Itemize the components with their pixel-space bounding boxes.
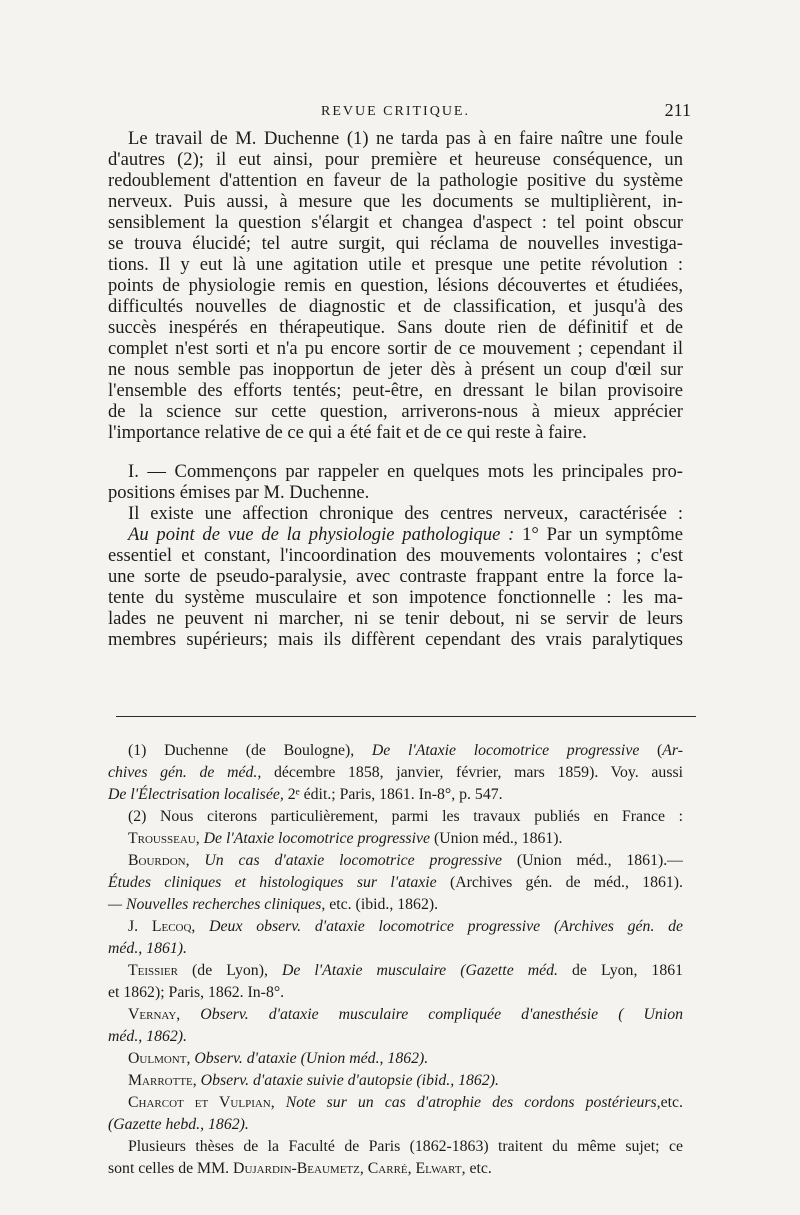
footnote-line: et 1862); Paris, 1862. In-8°. [108, 984, 285, 1001]
fn-text: (Archives gén. de méd., 1861). [449, 874, 683, 891]
footnotes [108, 740, 683, 1180]
footnote-line [108, 828, 683, 850]
footnote-line [108, 1026, 683, 1048]
body-line: l'ensemble des efforts tentés; peut-être, en dressant le bilan provisoire [108, 380, 683, 401]
body-line: nerveux. Puis aussi, à mesure que les documents se multiplièrent, in- [108, 191, 683, 212]
fn-author: Trousseau, [128, 830, 200, 847]
fn-title: Observ. [200, 1072, 250, 1089]
body-line: redoublement d'attention en faveur de la pathologie positive du système [108, 170, 683, 191]
paragraph-gap [108, 443, 683, 461]
body-line: sensiblement la question s'élargit et changea d'aspect : tel point obscur [108, 212, 683, 233]
fn-text: (de Lyon), [192, 962, 268, 979]
fn-source: méd., 1861). [108, 940, 187, 957]
fn-source: méd., 1862). [108, 1028, 187, 1045]
footnote-line [108, 1158, 683, 1180]
footnote-line [108, 1114, 683, 1136]
body-line: difficultés nouvelles de diagnostic et de classification, et jusqu'à des [108, 296, 683, 317]
footnote-line [108, 784, 683, 806]
fn-title: — Nouvelles recherches cliniques, [108, 896, 326, 913]
footnote-line [108, 1004, 683, 1026]
section-heading-line: I. — Commençons par rappeler en quelques mots les principales pro- [128, 461, 683, 482]
fn-source: (Archives gén. de [553, 918, 684, 935]
fn-text: etc. [469, 1160, 492, 1177]
fn-author: Dujardin-Beaumetz, Carré, Elwart, [233, 1160, 466, 1177]
italic-phrase: Au point de vue de la physiologie pathologique : [128, 524, 515, 545]
fn-title: Un cas d'ataxie locomotrice progressive [204, 852, 502, 869]
body-line: l'importance relative de ce qui a été fait et de ce qui reste à faire. [108, 422, 587, 443]
fn-text: de Lyon, 1861 [572, 962, 684, 979]
fn-author: Marrotte, [128, 1072, 197, 1089]
footnote-line [108, 1070, 683, 1092]
fn-title: chives gén. de méd., [108, 764, 262, 781]
fn-text: (Union méd., 1861). [433, 830, 563, 847]
fn-title: d'ataxie locomotrice progressive [314, 918, 541, 935]
fn-title: Observ. [194, 1050, 243, 1067]
fn-text: (1) Duchenne (de Boulogne), [128, 742, 355, 759]
body-line: d'autres (2); il eut ainsi, pour première et heureuse conséquence, un [108, 149, 683, 170]
footnote-line [108, 1092, 683, 1114]
body-line: de la science sur cette question, arriverons-nous à mieux apprécier [108, 401, 683, 422]
body-line: points de physiologie remis en question, lésions découvertes et étudiées, [108, 275, 683, 296]
fn-author: Vernay, [128, 1006, 181, 1023]
fn-title: Observ. [200, 1006, 249, 1023]
fn-text: 2ᵉ édit.; Paris, 1861. In-8°, p. 547. [287, 786, 503, 803]
body-line: se trouva élucidé; tel autre surgit, qui réclama de nouvelles investiga- [108, 233, 683, 254]
footnote-line [108, 938, 683, 960]
fn-source: (Gazette méd. [460, 962, 558, 979]
footnote-line [108, 960, 683, 982]
fn-source: (Gazette hebd., 1862). [108, 1116, 249, 1133]
fn-title: d'ataxie [246, 1050, 297, 1067]
body-text: 1° Par un symptôme [514, 524, 683, 545]
page-header [108, 100, 691, 124]
footnote-line [108, 894, 683, 916]
footnote-line [108, 916, 683, 938]
fn-author: Oulmont, [128, 1050, 191, 1067]
fn-title: De l'Ataxie locomotrice progressive [203, 830, 430, 847]
fn-title: De l'Ataxie musculaire [281, 962, 447, 979]
body-line: complet n'est sorti et n'a pu encore sortir de ce mouvement ; cependant il [108, 338, 683, 359]
fn-title: d'ataxie musculaire compliquée d'anesthésie [268, 1006, 599, 1023]
body-line: succès inespérés en thérapeutique. Sans doute rien de définitif et de [108, 317, 683, 338]
fn-source: ( Union [618, 1006, 683, 1023]
footnote-line [108, 762, 683, 784]
fn-text: (Union méd., 1861).— [516, 852, 683, 869]
fn-author: Bourdon, [128, 852, 190, 869]
fn-author: J. Lecoq, [128, 918, 196, 935]
fn-source: (ibid., 1862). [416, 1072, 499, 1089]
fn-author: Teissier [128, 962, 178, 979]
body-line: une sorte de pseudo-paralysie, avec contraste frappant entre la force la- [108, 566, 683, 587]
main-text [108, 128, 683, 650]
fn-text: décembre 1858, janvier, février, mars 1859). Voy. aussi [273, 764, 683, 781]
page-number: 211 [664, 100, 691, 120]
footnote-line [108, 850, 683, 872]
running-title: REVUE CRITIQUE. [321, 104, 470, 119]
body-line: essentiel et constant, l'incoordination des mouvements volontaires ; c'est [108, 545, 683, 566]
body-line: Le travail de M. Duchenne (1) ne tarda pas à en faire naître une foule [128, 128, 683, 149]
body-line: ne nous semble pas inopportun de jeter dès à présent un coup d'œil sur [108, 359, 683, 380]
section-line: positions émises par M. Duchenne. [108, 482, 370, 503]
body-line: Il existe une affection chronique des centres nerveux, caractérisée : [128, 503, 683, 524]
fn-text: etc. (ibid., 1862). [329, 896, 439, 913]
footnote-line [108, 1048, 683, 1070]
fn-title: d'ataxie suivie d'autopsie [253, 1072, 413, 1089]
footnote-rule [116, 716, 696, 717]
body-line: tions. Il y eut là une agitation utile et presque une petite révolution : [108, 254, 683, 275]
fn-text: ( [657, 742, 663, 759]
fn-title: Ar- [662, 742, 684, 759]
fn-source: (Union méd., 1862). [300, 1050, 429, 1067]
body-line-mixed [108, 524, 683, 545]
fn-text: etc. [660, 1094, 683, 1111]
fn-title: Note sur un cas d'atrophie des cordons postérieurs, [285, 1094, 661, 1111]
fn-title: De l'Ataxie locomotrice progressive [371, 742, 640, 759]
fn-text: sont celles de MM. [108, 1160, 230, 1177]
footnote-line [108, 740, 683, 762]
fn-title: Deux observ. [209, 918, 302, 935]
footnote-line: Plusieurs thèses de la Faculté de Paris (1862-1863) traitent du même sujet; ce [128, 1138, 683, 1155]
footnote-line: (2) Nous citerons particulièrement, parmi les travaux publiés en France : [128, 808, 683, 825]
footnote-line [108, 872, 683, 894]
fn-title: De l'Électrisation localisée, [108, 786, 284, 803]
fn-title: Études cliniques et histologiques sur l'ataxie [108, 874, 437, 891]
fn-author: Charcot et Vulpian, [128, 1094, 275, 1111]
body-line: tente du système musculaire et son impotence fonctionnelle : les ma- [108, 587, 683, 608]
body-line: lades ne peuvent ni marcher, ni se tenir debout, ni se servir de leurs [108, 608, 683, 629]
body-line: membres supérieurs; mais ils diffèrent cependant des vrais paralytiques [108, 629, 683, 650]
